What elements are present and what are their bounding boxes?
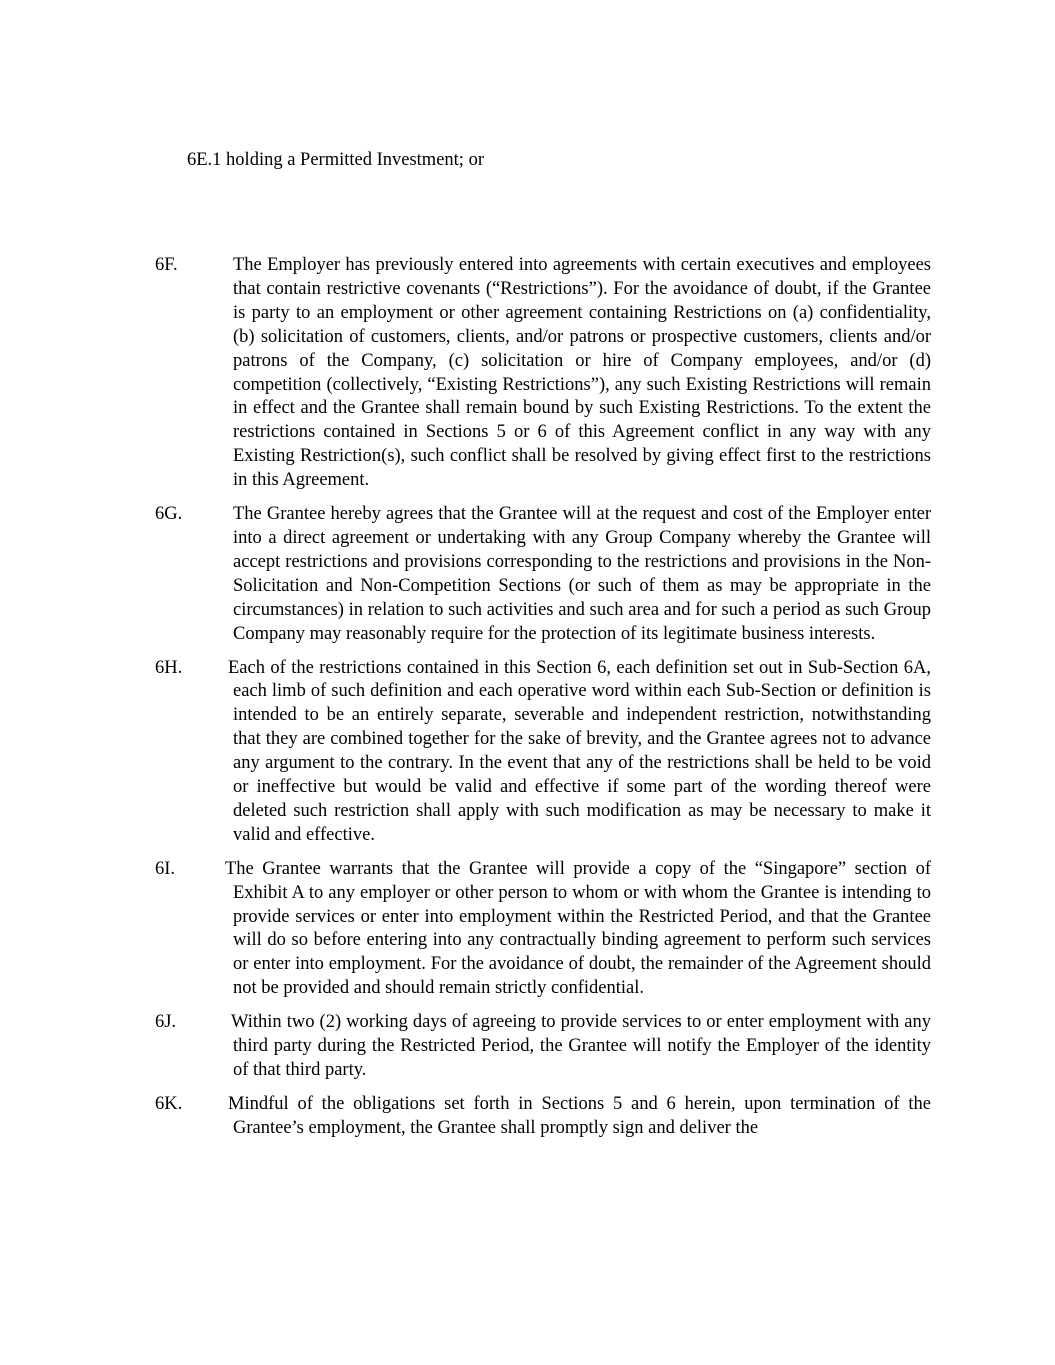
clause-text: The Employer has previously entered into agreements with certain executives and employees that contain restrictive covenants (“Restrictions”). For the avoidance of doubt, if the Grantee is party to an employment or other agreement containing Restrictions on (a) confidentiality, (b) solicitation of customers, clients, and/or patrons or prospective customers, clients and/or patrons of the Company, (c) solicitation or hire of Company employees, and/or (d) competition (collectively, “Existing Restrictions”), any such Existing Restrictions will remain in effect and the Grantee shall remain bound by such Existing Restrictions. To the extent the restrictions contained in Sections 5 or 6 of this Agreement conflict in any way with any Existing Restriction(s), such conflict shall be resolved by giving effect first to the restrictions in this Agreement. (233, 255, 931, 491)
clause-6k (155, 1093, 931, 1141)
clause-text: Mindful of the obligations set forth in Sections 5 and 6 herein, upon termination of the Grantee’s employment, the Grantee shall promptly sign and deliver the (228, 1093, 931, 1138)
clause-6i (155, 858, 931, 1001)
clause-number: 6K. (155, 1093, 183, 1114)
clause-text: Within two (2) working days of agreeing to provide services to or enter employment with any third party during the Restricted Period, the Grantee will notify the Employer of the identity of that third party. (231, 1012, 931, 1080)
subitem-6e1: 6E.1 holding a Permitted Investment; or (187, 150, 484, 170)
clause-text: Each of the restrictions contained in this Section 6, each definition set out in Sub-Section 6A, each limb of such definition and each operative word within each Sub-Section or definition is intended to be an entirely separate, severable and independent restriction, notwithstanding that they are combined together for the sake of brevity, and the Grantee agrees not to advance any argument to the contrary. In the event that any of the restrictions shall be held to be void or ineffective but would be valid and effective if some part of the wording thereof were deleted such restriction shall apply with such modification as may be necessary to make it valid and effective. (228, 657, 931, 845)
clause-number: 6H. (155, 657, 183, 678)
clause-number: 6F. (155, 255, 178, 275)
clause-text: The Grantee warrants that the Grantee will provide a copy of the “Singapore” section of Exhibit A to any employer or other person to whom or with whom the Grantee is intending to provide services or enter into employment within the Restricted Period, and that the Grantee will do so before entering into any contractually binding agreement to perform such services or enter into employment. For the avoidance of doubt, the remainder of the Agreement should not be provided and should remain strictly confidential. (225, 858, 931, 999)
clause-6j (155, 1011, 931, 1083)
clause-number: 6J. (155, 1012, 177, 1033)
clause-number: 6I. (155, 858, 176, 879)
clause-6h (155, 657, 931, 848)
clause-6f (155, 254, 931, 493)
clause-number: 6G. (155, 504, 183, 525)
clause-list (155, 254, 931, 1151)
clause-6g (155, 503, 931, 646)
clause-text: The Grantee hereby agrees that the Grantee will at the request and cost of the Employer enter into a direct agreement or undertaking with any Group Company whereby the Grantee will accept restrictions and provisions corresponding to the restrictions and provisions in the Non-Solicitation and Non-Competition Sections (or such of them as may be appropriate in the circumstances) in relation to such activities and such area and for such a period as such Group Company may reasonably require for the protection of its legitimate business interests. (233, 504, 931, 644)
